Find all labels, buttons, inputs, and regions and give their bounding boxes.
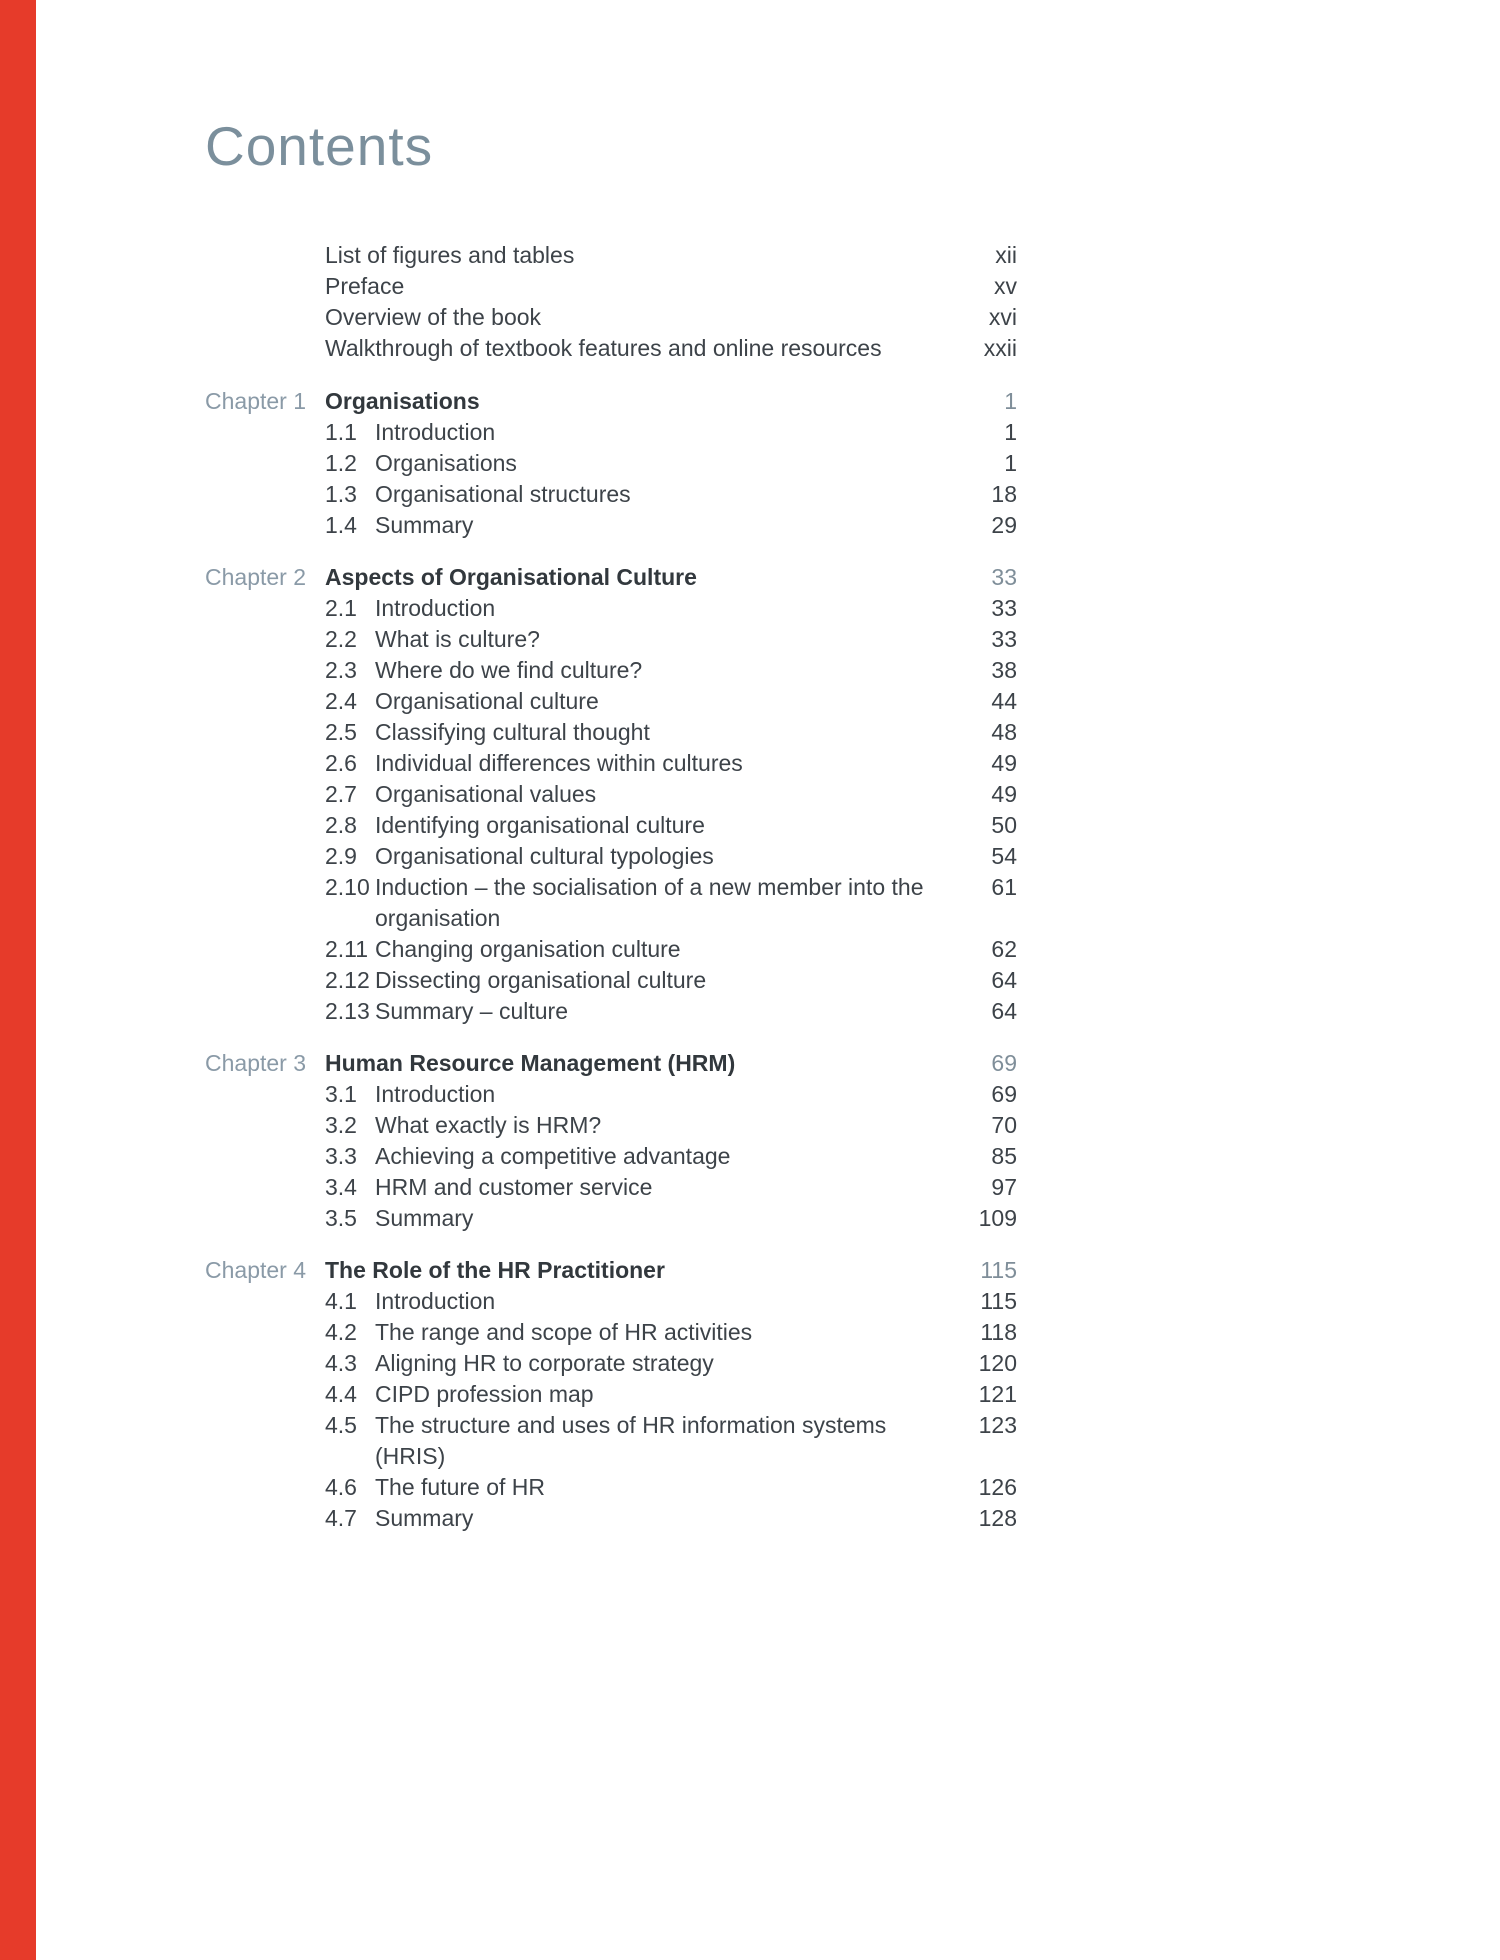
section-number: 1.3	[325, 480, 357, 507]
section-number: 2.11	[325, 935, 369, 962]
section-number: 4.5	[325, 1411, 357, 1438]
section-title: Changing organisation culture	[375, 935, 681, 962]
section-page-number: 128	[978, 1504, 1017, 1531]
section-number: 4.3	[325, 1349, 357, 1376]
front-matter-entry	[205, 302, 1017, 333]
entry-title: Walkthrough of textbook features and online resources	[325, 334, 882, 361]
section-page-number: 29	[991, 511, 1017, 538]
section-list	[205, 1079, 1017, 1234]
section-number: 2.7	[325, 780, 357, 807]
toc-section-row	[205, 810, 1017, 841]
toc-section-row	[205, 748, 1017, 779]
front-matter-list	[205, 240, 1017, 364]
toc-section-row	[205, 510, 1017, 541]
section-number: 2.8	[325, 811, 357, 838]
toc-section-row	[205, 1472, 1017, 1503]
section-number: 1.1	[325, 418, 357, 445]
section-number: 2.12	[325, 966, 370, 993]
toc-section-row	[205, 996, 1017, 1027]
section-title: Organisational values	[375, 780, 597, 807]
section-page-number: 118	[980, 1318, 1017, 1345]
chapter-title: Human Resource Management (HRM)	[325, 1049, 736, 1076]
section-title: Summary	[375, 511, 474, 538]
section-title: Individual differences within cultures	[375, 749, 743, 776]
toc-section-row	[205, 1172, 1017, 1203]
section-number: 4.7	[325, 1504, 357, 1531]
toc-section-row	[205, 1410, 1017, 1472]
section-title: Organisations	[375, 449, 517, 476]
toc-section-row	[205, 1317, 1017, 1348]
section-title: Achieving a competitive advantage	[375, 1142, 731, 1169]
chapter-label: Chapter 3	[205, 1049, 307, 1076]
section-number: 2.4	[325, 687, 357, 714]
section-number: 1.2	[325, 449, 357, 476]
toc-section-row	[205, 1286, 1017, 1317]
section-page-number: 69	[991, 1080, 1017, 1107]
section-number: 2.5	[325, 718, 357, 745]
section-title: Introduction	[375, 1080, 496, 1107]
section-page-number: 64	[991, 966, 1017, 993]
section-number: 3.3	[325, 1142, 357, 1169]
toc-section-row	[205, 872, 1017, 934]
toc-section-row	[205, 965, 1017, 996]
section-title: The range and scope of HR activities	[375, 1318, 753, 1345]
section-number: 2.6	[325, 749, 357, 776]
chapter-label: Chapter 1	[205, 387, 307, 414]
chapter-list	[205, 386, 1017, 1534]
section-page-number: 121	[978, 1380, 1017, 1407]
section-page-number: 61	[991, 873, 1017, 900]
page-title: Contents	[205, 115, 434, 177]
front-matter-entry	[205, 271, 1017, 302]
section-title: Introduction	[375, 418, 496, 445]
section-list	[205, 1286, 1017, 1534]
section-page-number: 49	[991, 780, 1017, 807]
section-title: The future of HR	[375, 1473, 546, 1500]
chapter-page-number: 33	[991, 563, 1017, 590]
section-title: Summary – culture	[375, 997, 569, 1024]
section-number: 4.4	[325, 1380, 357, 1407]
entry-page-number: xxii	[983, 334, 1017, 361]
section-number: 1.4	[325, 511, 357, 538]
section-title: Classifying cultural thought	[375, 718, 650, 745]
section-page-number: 1	[1004, 418, 1017, 445]
section-page-number: 38	[991, 656, 1017, 683]
entry-title: Preface	[325, 272, 405, 299]
section-page-number: 48	[991, 718, 1017, 745]
section-page-number: 85	[991, 1142, 1017, 1169]
chapter-page-number: 69	[991, 1049, 1017, 1076]
toc-section-row	[205, 655, 1017, 686]
section-list	[205, 593, 1017, 1027]
section-title: Dissecting organisational culture	[375, 966, 707, 993]
section-number: 3.5	[325, 1204, 357, 1231]
toc-section-row	[205, 1203, 1017, 1234]
section-page-number: 64	[991, 997, 1017, 1024]
toc-section-row	[205, 624, 1017, 655]
toc-section-row	[205, 417, 1017, 448]
section-page-number: 120	[978, 1349, 1017, 1376]
toc-section-row	[205, 686, 1017, 717]
section-title: Identifying organisational culture	[375, 811, 705, 838]
section-page-number: 109	[978, 1204, 1017, 1231]
section-page-number: 97	[991, 1173, 1017, 1200]
toc-section-row	[205, 1503, 1017, 1534]
toc-section-row	[205, 479, 1017, 510]
toc-section-row	[205, 1141, 1017, 1172]
section-page-number: 62	[991, 935, 1017, 962]
toc-section-row	[205, 1079, 1017, 1110]
chapter-page-number: 115	[980, 1256, 1017, 1283]
chapter-block	[205, 386, 1017, 541]
section-title: HRM and customer service	[375, 1173, 653, 1200]
toc-section-row	[205, 593, 1017, 624]
section-title: Introduction	[375, 594, 496, 621]
section-title: What exactly is HRM?	[375, 1111, 602, 1138]
section-page-number: 54	[991, 842, 1017, 869]
section-number: 2.2	[325, 625, 357, 652]
chapter-block	[205, 1255, 1017, 1534]
page-edge-accent-bar	[0, 0, 36, 1960]
section-title: Organisational structures	[375, 480, 631, 507]
toc-section-row	[205, 1110, 1017, 1141]
section-number: 3.2	[325, 1111, 357, 1138]
section-page-number: 44	[991, 687, 1017, 714]
toc-section-row	[205, 1348, 1017, 1379]
section-page-number: 70	[991, 1111, 1017, 1138]
section-number: 4.6	[325, 1473, 357, 1500]
section-page-number: 33	[991, 625, 1017, 652]
chapter-title: Organisations	[325, 387, 480, 414]
section-title: Aligning HR to corporate strategy	[375, 1349, 714, 1376]
section-page-number: 123	[978, 1411, 1017, 1438]
entry-title: List of figures and tables	[325, 241, 575, 268]
section-title: Organisational cultural typologies	[375, 842, 714, 869]
section-page-number: 1	[1004, 449, 1017, 476]
entry-title: Overview of the book	[325, 303, 542, 330]
section-title: The structure and uses of HR information systems (HRIS)	[375, 1411, 887, 1469]
section-title: Induction – the socialisation of a new member into the organisation	[375, 873, 924, 931]
section-title: What is culture?	[375, 625, 540, 652]
section-page-number: 50	[991, 811, 1017, 838]
chapter-page-number: 1	[1004, 387, 1017, 414]
toc-section-row	[205, 717, 1017, 748]
section-page-number: 126	[978, 1473, 1017, 1500]
section-number: 2.13	[325, 997, 370, 1024]
entry-page-number: xii	[995, 241, 1017, 268]
section-page-number: 18	[991, 480, 1017, 507]
section-page-number: 115	[980, 1287, 1017, 1314]
section-list	[205, 417, 1017, 541]
chapter-block	[205, 1048, 1017, 1234]
chapter-heading-row	[205, 386, 1017, 417]
toc-section-row	[205, 779, 1017, 810]
entry-page-number: xvi	[988, 303, 1017, 330]
section-number: 4.2	[325, 1318, 357, 1345]
section-number: 2.10	[325, 873, 370, 900]
section-number: 3.4	[325, 1173, 357, 1200]
front-matter-entry	[205, 333, 1017, 364]
section-title: Summary	[375, 1504, 474, 1531]
section-title: CIPD profession map	[375, 1380, 594, 1407]
chapter-title: The Role of the HR Practitioner	[325, 1256, 665, 1283]
section-number: 3.1	[325, 1080, 357, 1107]
toc-section-row	[205, 934, 1017, 965]
chapter-heading-row	[205, 562, 1017, 593]
section-number: 2.9	[325, 842, 357, 869]
toc-content	[205, 115, 1017, 1534]
section-title: Summary	[375, 1204, 474, 1231]
toc-section-row	[205, 448, 1017, 479]
toc-section-row	[205, 1379, 1017, 1410]
chapter-heading-row	[205, 1048, 1017, 1079]
section-number: 2.3	[325, 656, 357, 683]
chapter-block	[205, 562, 1017, 1027]
entry-page-number: xv	[994, 272, 1017, 299]
section-page-number: 33	[991, 594, 1017, 621]
chapter-label: Chapter 2	[205, 563, 307, 590]
chapter-label: Chapter 4	[205, 1256, 307, 1283]
section-number: 2.1	[325, 594, 357, 621]
section-number: 4.1	[325, 1287, 357, 1314]
chapter-title: Aspects of Organisational Culture	[325, 563, 697, 590]
section-page-number: 49	[991, 749, 1017, 776]
toc-section-row	[205, 841, 1017, 872]
section-title: Introduction	[375, 1287, 496, 1314]
section-title: Where do we find culture?	[375, 656, 643, 683]
front-matter-entry	[205, 240, 1017, 271]
chapter-heading-row	[205, 1255, 1017, 1286]
section-title: Organisational culture	[375, 687, 599, 714]
